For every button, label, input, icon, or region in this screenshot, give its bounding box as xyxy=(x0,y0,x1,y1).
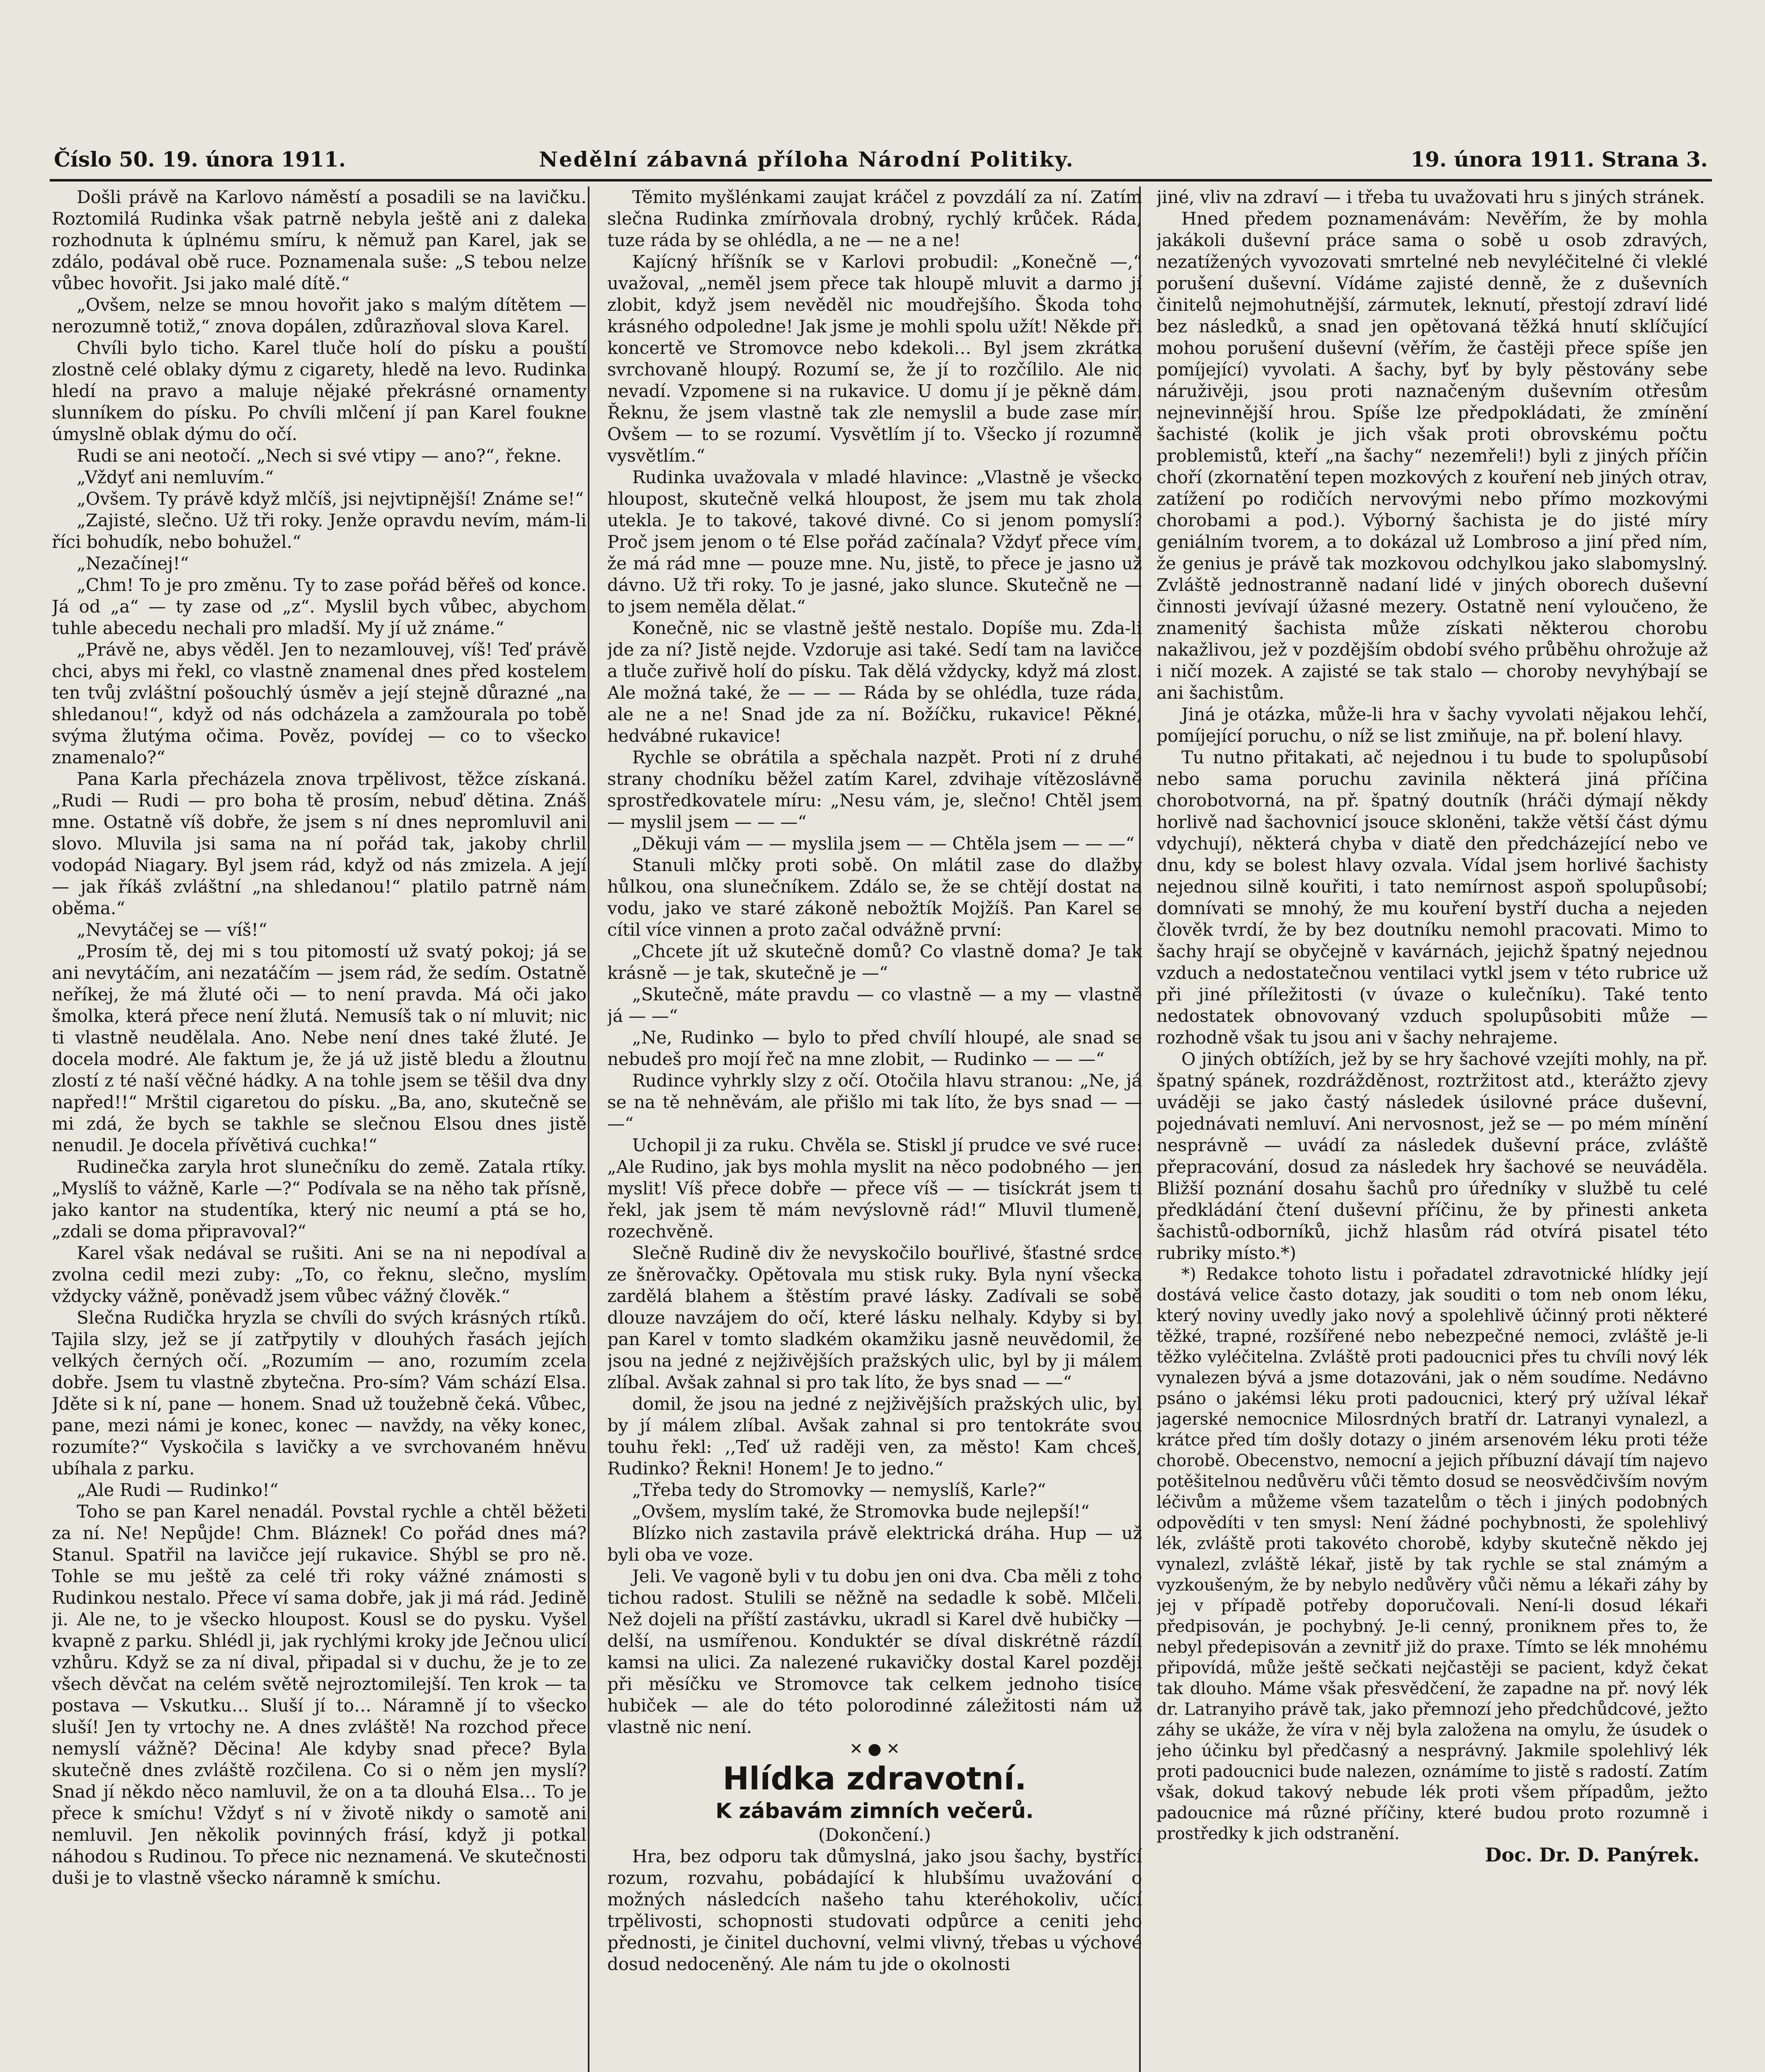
header-rule xyxy=(50,179,1712,182)
paragraph: Jeli. Ve vagoně byli v tu dobu jen oni dva. Cba měli z toho tichou radost. Stulili se něžně na sedadle k sobě. Mlčeli. Než dojeli na příští zastávku, ukradl si Karel dvě hubičky — delší, na usmířenou. Konduktér se díval diskrétně rázdíl kamsi na ulici. Za nalezené rukavičky dostal Karel později při měsíčku ve Stromovce tak celkem jednoho tisíce hubiček — ale do této polorodinné záležitosti nám už vlastně nic není. xyxy=(607,1566,1142,1737)
paragraph: Kajícný hříšník se v Karlovi probudil: „Konečně —,“ uvažoval, „neměl jsem přece tak hloupě mluvit a darmo jí zlobit, když jsem nevěděl nic moudřejšího. Škoda toho krásného odpoledne! Jak jsme je mohli spolu užít! Někde při koncertě ve Stromovce nebo kdekoli… Byl jsem zkrátka svrchovaně hloupý. Rozumí se, že jí to rozčílilo. Ale nic nevadí. Vzpomene si na rukavice. U domu jí je pěkně dám. Řeknu, že jsem vlastně tak zle nemyslil a bude zase mír. Ovšem — to se rozumí. Vysvětlím jí to. Všecko jí rozumně vysvětlím.“ xyxy=(607,252,1142,466)
paragraph: Rudince vyhrkly slzy z očí. Otočila hlavu stranou: „Ne, já se na tě nehněvám, ale přišlo mi tak líto, že bys snad — — —“ xyxy=(607,1070,1142,1134)
paragraph: Karel však nedával se rušiti. Ani se na ni nepodíval a zvolna cedil mezi zuby: „To, co řeknu, slečno, myslím vždycky vážně, poněvadž jsem vůbec vážný člověk.“ xyxy=(52,1243,587,1306)
column-2 xyxy=(607,186,1142,2072)
paragraph: Rudinka uvažovala v mladé hlavince: „Vlastně je všecko hloupost, skutečně velká hloupost, že jsem mu tak zhola utekla. Je to takové, takové divné. Co si jenom pomyslí? Proč jsem jenom o té Else pořád začínala? Vždyť přece vím, že má rád mne — pouze mne. Nu, jistě, to přece je jasno už dávno. Už tři roky. To je jasné, jako slunce. Skutečně ne — to jsem neměla dělat.“ xyxy=(607,467,1142,617)
paragraph: „Ovšem, nelze se mnou hovořit jako s malým dítětem — nerozumně totiž,“ znova dopálen, zdůrazňoval slova Karel. xyxy=(52,295,587,336)
paragraph: „Ovšem, myslím také, že Stromovka bude nejlepší!“ xyxy=(632,1501,1090,1522)
author-signature: Doc. Dr. D. Panýrek. xyxy=(1485,1844,1700,1866)
paragraph: „Skutečně, máte pravdu — co vlastně — a my — vlastně já — —“ xyxy=(607,984,1142,1026)
column-3 xyxy=(1156,186,1708,2072)
paragraph: Uchopil ji za ruku. Chvěla se. Stiskl jí prudce ve své ruce: „Ale Rudino, jak bys mohla myslit na něco podobného — jen myslit! Víš přece dobře — přece víš — — tisíckrát jsem ti řekl, jak jsem tě mám nevýslovně rád!“ Mluvil tlumeně, rozechvěně. xyxy=(607,1135,1142,1242)
paragraph: Konečně, nic se vlastně ještě nestalo. Dopíše mu. Zda-li jde za ní? Jistě nejde. Vzdoruje asi také. Sedí tam na lavičce a tluče zuřivě holí do písku. Tak dělá vždycky, když má zlost. Ale možná také, že — — — Ráda by se ohlédla, tuze ráda, ale ne a ne! Snad jde za ní. Božíčku, rukavice! Pěkné, hedvábné rukavice! xyxy=(607,618,1142,746)
page-header xyxy=(50,147,1712,180)
paragraph: „Chcete jít už skutečně domů? Co vlastně doma? Je tak krásně — je tak, skutečně je —“ xyxy=(607,941,1142,983)
paragraph: Hned předem poznamenávám: Nevěřím, že by mohla jakákoli duševní práce sama o sobě u osob zdravých, nezatížených vyvozovati smrtelné neb nevyléčitelné či vleklé porušení duševní. Vídáme zajisté denně, že z duševních činitelů nejmohutnější, zármutek, leknutí, přestojí zdraví lidé bez následků, a snad jen opětovaná těžká hnutí sklíčující mohou porušení duševní (věřím, že častěji přece spíše jen pomíjející) vyvolati. A šachy, byť by byly pěstovány sebe náruživěji, jsou proti naznačeným duševním otřesům nejnevinnější hrou. Spíše lze předpokládati, že zmínění šachisté (kolik je jich však proti obrovskému počtu problemistů, kteří „na šachy“ nezemřeli!) byli z jiných příčin choří (zkornatění tepen mozkových z kouření neb jiných otrav, zatížení po rodičích nervovými nebo přímo mozkovými chorobami a pod.). Výborný šachista je do jisté míry geniálním tvorem, a to dokázal už Lombroso a jiní před ním, že genius je právě tak mozkovou odchylkou jako slabomyslný. Zvláště jednostranně nadaní lidé v jiných oborech duševní činnosti jevívají úžasné mezery. Ostatně není vyloučeno, že znamenitý šachista může získati některou chorobu nakažlivou, jež v pozdějším období svého průběhu ohrožuje až i ničí mozek. A zajisté se tak stalo — choroby nevyhýbají se ani šachistům. xyxy=(1156,208,1708,703)
footnote: *) Redakce tohoto listu i pořadatel zdravotnické hlídky její dostává velice často dotazy, jak souditi o tom neb onom léku, který noviny uvedly jako nový a spolehlivě účinný proti některé těžké, trapné, rozšířené nebo nebezpečné nemoci, zvláště je-li těžko vyléčitelna. Zvláště proti padoucnici přes tu chvíli nový lék vynalezen bývá a jsme dotazováni, jak o něm soudíme. Nedávno psáno o jakémsi léku proti padoucnici, který prý užíval lékař jagerské nemocnice Milosrdných bratří dr. Latranyi vynalezl, a krátce před tím došly dotazy o jiném arsenovém léku proti téže chorobě. Obecenstvo, nemocní a jejich příbuzní dávají tím najevo potěšitelnou nedůvěru vůči těmto dosud se neosvědčivším novým léčivům a můžeme všem tazatelům o těch i jiných podobných odpovědíti v ten smysl: Není žádné pochybnosti, že spolehlivý lék, zvláště proti takovéto chorobě, kdyby skutečně někdo jej vynalezl, zvláště lékař, jistě by tak rychle se stal známým a vyzkoušeným, že by nebylo nedůvěry vůči němu a lékaři záhy by jej v případě potřeby doporučovali. Není-li dosud lékaři předpisován, je pochybný. Je-li cenný, proniknem přes to, že nebyl předepisován a zevnitř již do praxe. Tímto se lék mnohému připovídá, může ještě sečkati nejčastěji se pacient, když čekat tak dlouho. Máme však přesvědčení, že zapadne na př. nový lék dr. Latranyiho právě tak, jako přemnozí jeho předchůdcové, ježto záhy se ukáže, že víra v něj byla založena na omylu, že úsudek o jeho účinku byl předčasný a nesprávný. Jakmile spolehlivý lék proti padoucnici bude nalezen, oznámíme to jistě s radostí. Zatím však, dokud takový nebude lék proti všem případům, ježto padoucnice má různé příčiny, které budou proto rozumně i prostředky k jich odstranění. xyxy=(1156,1265,1708,1843)
paragraph: Toho se pan Karel nenadál. Povstal rychle a chtěl běžeti za ní. Ne! Nepůjde! Chm. Bláznek! Co pořád dnes má? Stanul. Spatřil na lavičce její rukavice. Shýbl se pro ně. Tohle se mu ještě za celé tři roky vážné známosti s Rudinkou nestalo. Přece ví sama dobře, jak ji má rád. Jedině ji. Ale ne, to je všecko hloupost. Kousl se do pysku. Vyšel kvapně z parku. Shlédl ji, jak rychlými kroky jde Ječnou ulicí vzhůru. Když se za ní dival, připadal si v duchu, že je to ze všech děvčat na celém světě nejroztomilejší. Ten krok — ta postava — Vskutku… Sluší jí to… Náramně jí to všecko sluší! Jen ty vrtochy ne. A dnes zvláště! Na rozchod přece nemyslí vážně? Děcina! Ale kdyby snad přece? Byla skutečně dnes zvláště rozčilena. Co si o něm jen myslí? Snad jí někdo něco namluvil, že on a ta dlouhá Elsa… To je přece k smíchu! Vždyť s ní v životě nikdy o samotě ani nemluvil. Jen několik povinných frásí, když ji potkal náhodou s Rudinou. To přece nic neznamená. Ve skutečnosti duši je to vlastně všecko náramně k smíchu. xyxy=(52,1501,587,1888)
section-title: Hlídka zdravotní. xyxy=(722,1760,1027,1797)
paragraph: „Děkuji vám — — myslila jsem — — Chtěla jsem — — —“ xyxy=(632,833,1135,854)
paragraph: „Chm! To je pro změnu. Ty to zase pořád běřeš od konce. Já od „a“ — ty zase od „z“. Myslil bych vůbec, abychom tuhle abecedu nechali pro mladší. My jí už známe.“ xyxy=(52,575,587,638)
paragraph: „Ale Rudi — Rudinko!“ xyxy=(77,1480,279,1500)
paragraph: „Právě ne, abys věděl. Jen to nezamlouvej, víš! Teď právě chci, abys mi řekl, co vlastně znamenal dnes před kostelem ten tvůj zvláštní pošouchlý úsměv a její stejně důrazné „na shledanou!“, když od nás odcházela a zamžourala po tobě svýma žlutýma očima. Pověz, povídej — co to všecko znamenalo?“ xyxy=(52,639,587,767)
issue-date: Číslo 50. 19. února 1911. xyxy=(54,147,346,172)
paragraph: Slečně Rudině div že nevyskočilo bouřlivé, šťastné srdce ze šněrovačky. Opětovala mu stisk ruky. Byla nyní všecka zardělá blahem a štěstím pravé lásky. Zadívali se sobě dlouze navzájem do očí, které lásku nelhaly. Kdyby si byl pan Karel v tomto sladkém okamžiku jasně neuvědomil, že jsou na jedné z nejživějších pražských ulic, byl by ji málem zlíbal. Avšak zahnal si pro tak líto, že bys snad — —“ xyxy=(607,1243,1142,1392)
paragraph: Tu nutno přitakati, ač nejednou i tu bude to spolupůsobí nebo sama poruchu zavinila některá jiná příčina chorobotvorná, na př. špatný doutník (hráči dýmají někdy horlivě nad šachovnicí jsouce skloněni, takže větší část dýmu vdychují), některá chyba v diatě den předcházející nebo ve dnu, kdy se bolest hlavy ozvala. Vídal jsem horlivé šachisty nejednou silně kouřiti, i tato nemírnost aspoň spolupůsobí; domnívati se mnohý, že mu kouření bystří ducha a nejeden člověk tvrdí, že by bez doutníku nemohl pracovati. Mimo to šachy hrají se obyčejně v kavárnách, jejichž špatný nejednou vzduch a nedostatečnou ventilaci vytkl jsem v této rubrice už při jiné příležitosti (v úvaze o kulečníku). Také tento nedostatek obnovovaný vzduch spolupůsobiti může — rozhodně však tu jsou ani v šachy nehrajeme. xyxy=(1156,747,1708,1048)
column-divider xyxy=(588,186,589,2072)
paragraph: Pana Karla přecházela znova trpělivost, těžce získaná. „Rudi — Rudi — pro boha tě prosím, nebuď dětina. Znáš mne. Ostatně víš dobře, že jsem s ní dnes nepromluvil ani slovo. Mluvila jsi sama na ní pořád tak, jakoby chrlil vodopád Niagary. Byl jsem rád, když od nás zmizela. A její — jak říkáš zvláštní „na shledanou!“ platilo patrně nám oběma.“ xyxy=(52,769,587,918)
paragraph: „Třeba tedy do Stromovky — nemyslíš, Karle?“ xyxy=(632,1480,1046,1500)
page-number: 19. února 1911. Strana 3. xyxy=(1411,147,1708,172)
paragraph: Jiná je otázka, může-li hra v šachy vyvolati nějakou lehčí, pomíjející poruchu, o níž se list zmiňuje, na př. bolení hlavy. xyxy=(1156,704,1708,746)
column-1 xyxy=(52,186,587,2072)
section-subtitle: K zábavám zimních večerů. xyxy=(715,1799,1034,1823)
paragraph: Blízko nich zastavila právě elektrická dráha. Hup — už byli oba ve voze. xyxy=(607,1523,1142,1565)
paragraph: Rychle se obrátila a spěchala nazpět. Proti ní z druhé strany chodníku běžel zatím Karel, zdvihaje vítězoslávně sprostředkovatele míru: „Nesu vám, je, slečno! Chtěl jsem — myslil jsem — — —“ xyxy=(607,747,1142,832)
section-separator: ✕ ● ✕ xyxy=(849,1740,900,1758)
continued-label: (Dokončení.) xyxy=(818,1825,931,1845)
paragraph: „Prosím tě, dej mi s tou pitomostí už svatý pokoj; já se ani nevytáčím, ani nezatáčím — jsem rád, že sedím. Ostatně neříkej, že má žluté oči — to není pravda. Má oči jako šmolka, která přece není žlutá. Nemusíš tak o ní mluvit; nic ti vlastně neudělala. Ano. Nebe není dnes také žluté. Je docela modré. Ale faktum je, že já už jistě bledu a žloutnu zlostí z té naší věčné hádky. A na tohle jsem se těšil dva dny napřed!!“ Mrštil cigaretou do písku. „Ba, ano, skutečně se mi zdá, že bych se takhle se slečnou Elsou dnes jistě nenudil. Je docela přívětivá cuchka!“ xyxy=(52,941,587,1155)
paragraph: „Nevytáčej se — víš!“ xyxy=(77,920,267,940)
paragraph: O jiných obtížích, jež by se hry šachové vzejíti mohly, na př. špatný spánek, rozdrážděnost, roztržitost atd., kterážto zjevy uváději se jako častý následek úsilovné práce duševní, pojednávati nemluví. Ani nervosnost, jež se — po mém mínění nesprávně — uvádí za následek duševní práce, zvláště přepracování, dosud za následek hry šachové se neuváděla. Bližší poznání dosahu šachů pro úředníky v službě tu celé předkládání čtení duševní příčinu, že by přinesti anketa šachistů-odborníků, jichž hlasům rád otvírá pisatel této rubriky místo.*) xyxy=(1156,1049,1708,1263)
paragraph: „Ne, Rudinko — bylo to před chvílí hloupé, ale snad se nebudeš pro mojí řeč na mne zlobit, — Rudinko — — —“ xyxy=(607,1027,1142,1069)
paragraph: „Nezačínej!“ xyxy=(77,553,189,574)
paragraph: jiné, vliv na zdraví — i třeba tu uvažovati hru s jiných stránek. xyxy=(1156,187,1705,207)
paragraph: Těmito myšlénkami zaujat kráčel z povzdálí za ní. Zatím slečna Rudinka zmírňovala drobný, rychlý krůček. Ráda, tuze ráda by se ohlédla, a ne — ne a ne! xyxy=(607,187,1142,250)
paragraph: Chvíli bylo ticho. Karel tluče holí do písku a pouští zlostně celé oblaky dýmu z cigarety, hledě na levo. Rudinka hledí na pravo a maluje nějaké překrásné ornamenty slunníkem do písku. Po chvíli mlčení jí pan Karel foukne úmyslně oblak dýmu do očí. xyxy=(52,338,587,444)
paragraph: „Vždyť ani nemluvím.“ xyxy=(77,467,274,487)
publication-title: Nedělní zábavná příloha Národní Politiky. xyxy=(539,147,1074,172)
paragraph: Slečna Rudička hryzla se chvíli do svých krásných rtíků. Tajila slzy, jež se jí zatřpytily v dlouhých řasách jejích velkých černých očí. „Rozumím — ano, rozumím zcela dobře. Jsem tu vlastně zbytečna. Pro-sím? Vám schází Elsa. Jděte si k ní, pane — honem. Snad už toužebně čeká. Vůbec, pane, mezi námi je konec, konec — navždy, na věky konec, rozumíte?“ Vyskočila s lavičky a ve svrchovaném hněvu ubíhala z parku. xyxy=(52,1307,587,1479)
paragraph: Stanuli mlčky proti sobě. On mlátil zase do dlažby hůlkou, ona slunečníkem. Zdálo se, že se chtějí dostat na vodu, jako ve staré zákoně nebožtík Mojžíš. Pan Karel se cítil více vinnen a proto začal odvážně první: xyxy=(607,855,1142,940)
paragraph: Došli právě na Karlovo náměstí a posadili se na lavičku. Roztomilá Rudinka však patrně nebyla ještě ani z daleka rozhodnuta k úplnému smíru, k němuž pan Karel, jak se zdálo, podával obě ruce. Poznamenala suše: „S tebou nelze vůbec hovořit. Jsi jako malé dítě.“ xyxy=(52,187,587,293)
paragraph: Rudi se ani neotočí. „Nech si své vtipy — ano?“, řekne. xyxy=(77,445,562,466)
paragraph: „Ovšem. Ty právě když mlčíš, jsi nejvtipnější! Známe se!“ xyxy=(77,489,584,509)
paragraph: Hra, bez odporu tak důmyslná, jako jsou šachy, bystřící rozum, rozvahu, pobádající k hlubšímu uvažování o možných následcích našeho tahu kteréhokoliv, učící trpělivosti, schopnosti studovati odpůrce a ceniti jeho přednosti, je činitel duchovní, velmi vlivný, třebas u výchové dosud nedoceněný. Ale nám tu jde o okolnosti xyxy=(607,1846,1142,1974)
paragraph: „Zajisté, slečno. Už tři roky. Jenže opravdu nevím, mám-li říci bohudík, nebo bohužel.“ xyxy=(52,510,587,552)
paragraph: Rudinečka zaryla hrot slunečníku do země. Zatala rtíky. „Myslíš to vážně, Karle —?“ Podívala se na něho tak přísně, jako kantor na studentíka, který nic neumí a ptá se ho, „zdali se doma připravoval?“ xyxy=(52,1157,587,1242)
paragraph: domil, že jsou na jedné z nejživějších pražských ulic, byl by jí málem zlíbal. Avšak zahnal si pro tentokráte svou touhu řekl: ,,Teď už raději ven, za město! Kam chceš, Rudinko? Řekni! Honem! Je to jedno.“ xyxy=(607,1394,1142,1479)
